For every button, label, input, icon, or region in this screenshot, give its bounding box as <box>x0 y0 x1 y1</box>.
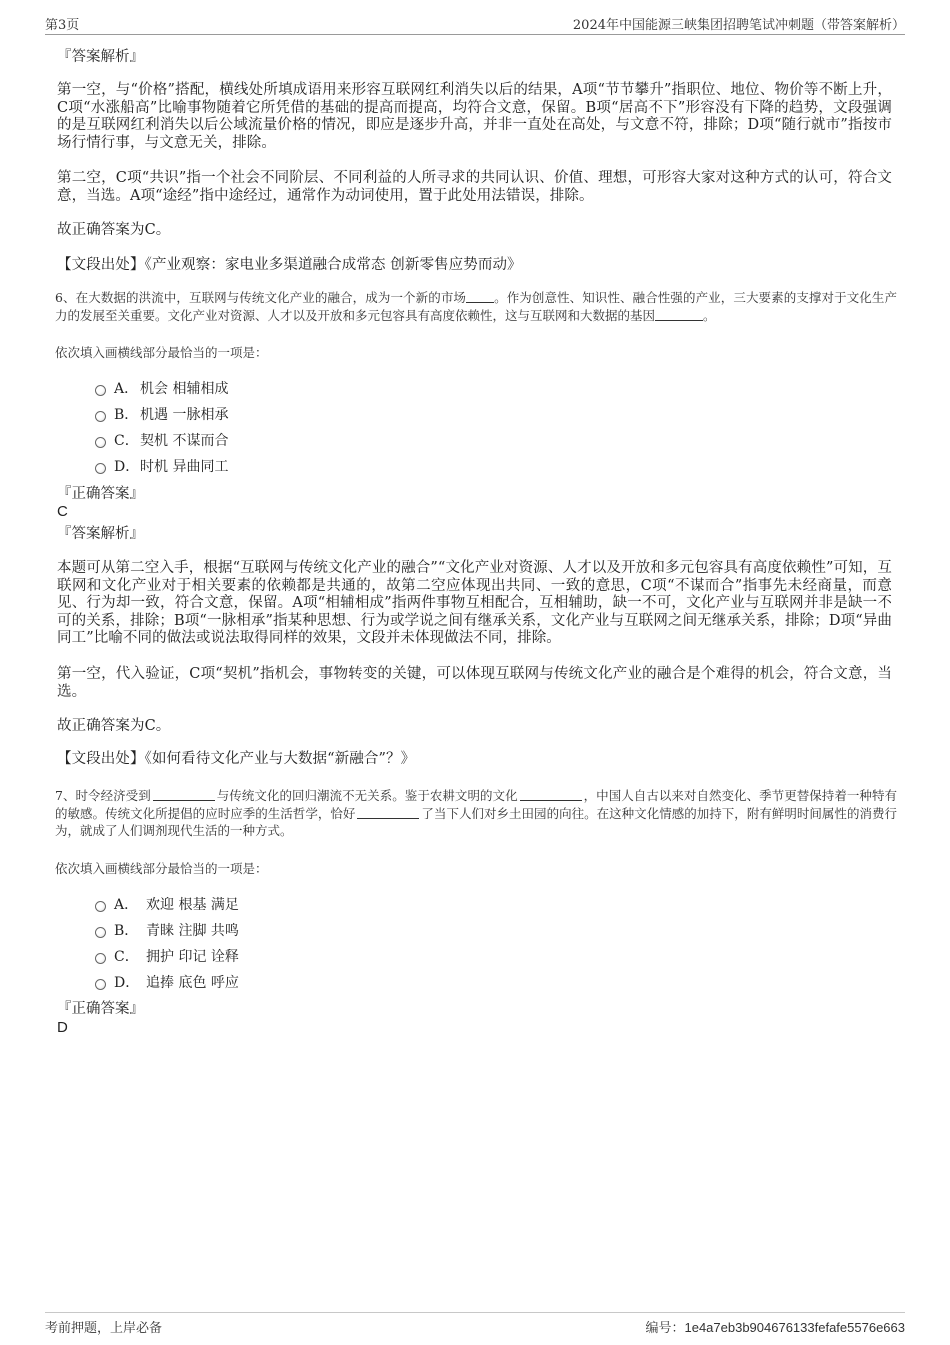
question-7-prompt: 依次填入画横线部分最恰当的一项是： <box>55 861 268 876</box>
option-c[interactable] <box>95 948 239 966</box>
option-text: 契机 不谋而合 <box>140 433 229 449</box>
question-6-text-part: 。作为创意性、知识性、融合性强的产业，三大要素的支撑对于文化生产力的发展至关重要。文化产业对资源、人才以及开放和多元包容具有高度依赖性，这与互联网和大数据的基因 <box>55 290 897 323</box>
blank-line <box>655 308 703 321</box>
radio-button[interactable] <box>95 901 106 912</box>
code-value: 1e4a7eb3b904676133fefafe5576e663 <box>684 1320 905 1335</box>
option-text: 拥护 印记 诠释 <box>146 949 239 965</box>
option-d[interactable] <box>95 974 239 992</box>
question-7-text-part: ，中国人自古以来对自然变化、季节更替保持着一种特有的敏感。传统文化所提倡的应时应季的生活哲学，恰好 <box>55 788 897 821</box>
blank-line <box>153 788 215 801</box>
option-letter: A． <box>114 381 139 397</box>
conclusion: 故正确答案为C。 <box>57 718 171 734</box>
document-title: 2024年中国能源三峡集团招聘笔试冲刺题（带答案解析） <box>572 18 905 33</box>
option-a[interactable] <box>95 380 228 398</box>
option-a[interactable] <box>95 896 239 914</box>
analysis-paragraph-1: 本题可从第二空入手，根据“互联网与传统文化产业的融合”“文化产业对资源、人才以及开放和多元包容具有高度依赖性”可知，互联网和文化产业对于相关要素的依赖都是共通的，故第二空应体现出共同、一致的意思，C项“不谋而合”指事先未经商量，而意见、行为却一致，符合文意，保留。A项“相辅相成”指两件事物互相配合，互相辅助，缺一不可，文化产业与互联网并非是缺一不可的关系，排除；B项“一脉相承”指某种思想、行为或学说之间有继承关系，文化产业与互联网之间无继承关系，排除；D项“异曲同工”比喻不同的做法或说法取得同样的效果，文段并未体现做法不同，排除。 <box>57 560 892 646</box>
radio-button[interactable] <box>95 463 106 474</box>
question-7-text-part: 7、时令经济受到 <box>55 788 151 803</box>
blank-line <box>520 788 582 801</box>
option-letter: B． <box>114 923 139 939</box>
option-letter: D． <box>114 459 140 475</box>
option-letter: A． <box>114 897 139 913</box>
option-b[interactable] <box>95 406 228 424</box>
correct-answer: D <box>57 1019 68 1036</box>
correct-answer-label: 『正确答案』 <box>57 486 144 502</box>
option-letter: D． <box>114 975 140 991</box>
source-citation: 【文段出处】《产业观察：家电业多渠道融合成常态 创新零售应势而动》 <box>57 257 522 273</box>
option-text: 欢迎 根基 满足 <box>146 897 239 913</box>
analysis-paragraph-2: 第二空，C项“共识”指一个社会不同阶层、不同利益的人所寻求的共同认识、价值、理想，可形容大家对这种方式的认可，符合文意，当选。A项“途经”指中途经过，通常作为动词使用，置于此处用法错误，排除。 <box>57 170 892 204</box>
radio-button[interactable] <box>95 411 106 422</box>
option-text: 机会 相辅相成 <box>140 381 229 397</box>
option-text: 机遇 一脉相承 <box>140 407 229 423</box>
option-d[interactable] <box>95 458 228 476</box>
correct-answer: C <box>57 503 68 520</box>
question-6-prompt: 依次填入画横线部分最恰当的一项是： <box>55 345 268 360</box>
blank-line <box>466 290 494 303</box>
document-code <box>645 1317 905 1336</box>
question-7-text-part: 与传统文化的回归潮流不无关系。鉴于农耕文明的文化 <box>216 788 518 803</box>
analysis-label: 『答案解析』 <box>57 49 144 65</box>
source-citation: 【文段出处】《如何看待文化产业与大数据“新融合”？》 <box>57 751 416 767</box>
option-letter: C． <box>114 433 139 449</box>
radio-button[interactable] <box>95 953 106 964</box>
blank-line <box>357 806 419 819</box>
radio-button[interactable] <box>95 979 106 990</box>
analysis-paragraph-1: 第一空，与“价格”搭配，横线处所填成语用来形容互联网红利消失以后的结果，A项“节节攀升”指职位、地位、物价等不断上升，C项“水涨船高”比喻事物随着它所凭借的基础的提高而提高，均符合文意，保留。B项“居高不下”形容没有下降的趋势，文段强调的是互联网红利消失以后公域流量价格的情况，即应是逐步升高，并非一直处在高处，与文意不符，排除；D项“随行就市”指按市场行情行事，与文意无关，排除。 <box>57 82 892 151</box>
option-c[interactable] <box>95 432 228 450</box>
conclusion: 故正确答案为C。 <box>57 222 171 238</box>
option-letter: B． <box>114 407 139 423</box>
question-7-text-part: 了当下人们对乡土田园的向往。在这种文化情感的加持下，附有鲜明时间属性的消费行为，就成了人们调剂现代生活的一种方式。 <box>55 805 897 838</box>
analysis-paragraph-2: 第一空，代入验证，C项“契机”指机会，事物转变的关键，可以体现互联网与传统文化产业的融合是个难得的机会，符合文意，当选。 <box>57 666 892 700</box>
option-letter: C． <box>114 949 139 965</box>
option-text: 青睐 注脚 共鸣 <box>146 923 239 939</box>
footer-slogan: 考前押题，上岸必备 <box>45 1321 163 1336</box>
option-b[interactable] <box>95 922 239 940</box>
question-6-text-part: 6、在大数据的洪流中，互联网与传统文化产业的融合，成为一个新的市场 <box>55 290 467 305</box>
page-header <box>45 12 905 35</box>
radio-button[interactable] <box>95 385 106 396</box>
correct-answer-label: 『正确答案』 <box>57 1001 144 1017</box>
code-label: 编号： <box>645 1321 685 1336</box>
page-number: 第3页 <box>45 18 80 33</box>
question-6-text-part: 。 <box>703 307 716 323</box>
radio-button[interactable] <box>95 437 106 448</box>
question-6-text <box>55 289 897 324</box>
analysis-label: 『答案解析』 <box>57 526 144 542</box>
option-text: 时机 异曲同工 <box>140 459 229 475</box>
page-footer <box>45 1312 905 1337</box>
question-7-text <box>55 787 897 840</box>
radio-button[interactable] <box>95 927 106 938</box>
option-text: 追捧 底色 呼应 <box>146 975 239 991</box>
